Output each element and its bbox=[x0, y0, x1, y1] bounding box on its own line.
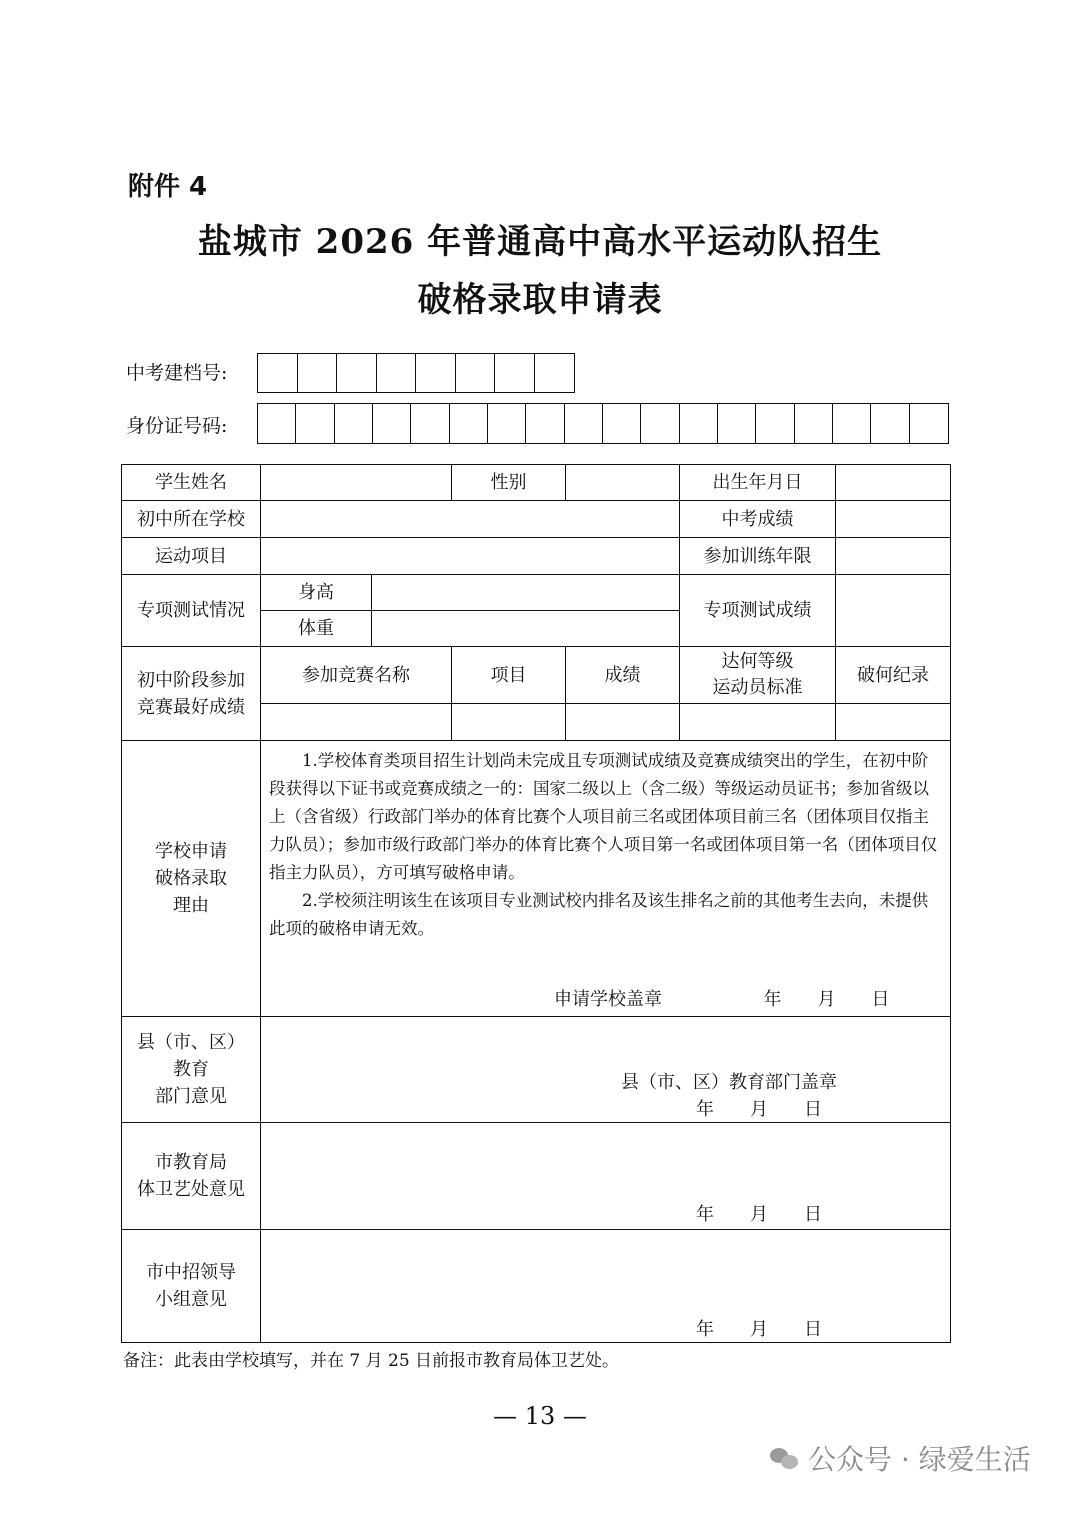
special-score-label: 专项测试成绩 bbox=[680, 575, 836, 647]
exam-no-boxes[interactable] bbox=[257, 353, 575, 393]
comp-name-header: 参加竞赛名称 bbox=[261, 647, 452, 704]
id-no-digit-box[interactable] bbox=[871, 404, 909, 443]
county-seal-label: 县（市、区）教育部门盖章 bbox=[621, 1071, 837, 1093]
id-no-digit-box[interactable] bbox=[411, 404, 449, 443]
reason-label bbox=[122, 741, 261, 1017]
exam-no-digit-box[interactable] bbox=[495, 354, 535, 392]
level-field[interactable] bbox=[680, 704, 836, 741]
birth-date-label: 出生年月日 bbox=[680, 465, 836, 501]
event-header: 项目 bbox=[452, 647, 566, 704]
form-title-line1: 盐城市 2026 年普通高中高水平运动队招生 bbox=[197, 222, 883, 262]
id-no-boxes[interactable] bbox=[257, 403, 949, 444]
form-title-line2: 破格录取申请表 bbox=[417, 280, 663, 320]
id-no-digit-box[interactable] bbox=[641, 404, 679, 443]
exam-no-digit-box[interactable] bbox=[535, 354, 575, 392]
exam-no-digit-box[interactable] bbox=[258, 354, 298, 392]
page-number: — 13 — bbox=[493, 1402, 587, 1430]
exam-score-label: 中考成绩 bbox=[680, 501, 836, 538]
attachment-label: 附件 4 bbox=[128, 172, 208, 202]
bureau-opinion-label bbox=[122, 1122, 261, 1229]
id-no-digit-box[interactable] bbox=[526, 404, 564, 443]
county-opinion-field[interactable] bbox=[261, 1016, 951, 1122]
sport-field[interactable] bbox=[261, 538, 680, 575]
watermark-text: 公众号 · 绿爱生活 bbox=[808, 1443, 1031, 1476]
leader-opinion-line1: 市中招领导 bbox=[146, 1261, 236, 1283]
leader-opinion-label bbox=[122, 1229, 261, 1342]
exam-no-digit-box[interactable] bbox=[377, 354, 417, 392]
application-table bbox=[121, 464, 951, 1343]
level-header-line2: 运动员标准 bbox=[712, 677, 803, 698]
id-no-digit-box[interactable] bbox=[795, 404, 833, 443]
school-seal-date: 年 月 日 bbox=[763, 989, 890, 1011]
result-header: 成绩 bbox=[566, 647, 680, 704]
id-no-digit-box[interactable] bbox=[335, 404, 373, 443]
leader-opinion-line2: 小组意见 bbox=[155, 1288, 227, 1310]
sport-label: 运动项目 bbox=[122, 538, 261, 575]
record-header: 破何纪录 bbox=[836, 647, 951, 704]
county-opinion-line2: 教育 bbox=[173, 1058, 209, 1080]
id-no-label: 身份证号码: bbox=[126, 415, 228, 437]
id-no-digit-box[interactable] bbox=[718, 404, 756, 443]
reason-rule-2: 2.学校须注明该生在该项目专业测试校内排名及该生排名之前的其他考生去向，未提供此项的破格申请无效。 bbox=[269, 891, 929, 939]
student-name-label: 学生姓名 bbox=[122, 465, 261, 501]
reason-label-line1: 学校申请 bbox=[155, 840, 227, 862]
training-years-label: 参加训练年限 bbox=[680, 538, 836, 575]
exam-no-digit-box[interactable] bbox=[298, 354, 338, 392]
id-no-digit-box[interactable] bbox=[373, 404, 411, 443]
height-field[interactable] bbox=[372, 575, 680, 611]
student-name-field[interactable] bbox=[261, 465, 452, 501]
training-years-field[interactable] bbox=[836, 538, 951, 575]
gender-field[interactable] bbox=[566, 465, 680, 501]
id-no-digit-box[interactable] bbox=[910, 404, 948, 443]
id-no-digit-box[interactable] bbox=[833, 404, 871, 443]
record-field[interactable] bbox=[836, 704, 951, 741]
level-header-line1: 达何等级 bbox=[721, 650, 794, 672]
bureau-opinion-line2: 体卫艺处意见 bbox=[137, 1178, 245, 1200]
id-no-digit-box[interactable] bbox=[603, 404, 641, 443]
county-opinion-label bbox=[122, 1016, 261, 1122]
bureau-opinion-field[interactable] bbox=[261, 1122, 951, 1229]
middle-school-label: 初中所在学校 bbox=[122, 501, 261, 538]
school-seal-label: 申请学校盖章 bbox=[554, 989, 662, 1011]
id-no-digit-box[interactable] bbox=[258, 404, 296, 443]
school-seal-row bbox=[269, 985, 940, 1016]
result-field[interactable] bbox=[566, 704, 680, 741]
reason-label-line3: 理由 bbox=[173, 894, 209, 916]
watermark bbox=[770, 1438, 1031, 1478]
exam-no-digit-box[interactable] bbox=[416, 354, 456, 392]
id-no-digit-box[interactable] bbox=[565, 404, 603, 443]
best-result-label-line2: 竞赛最好成绩 bbox=[137, 696, 245, 718]
id-no-digit-box[interactable] bbox=[680, 404, 718, 443]
exam-no-label: 中考建档号: bbox=[126, 362, 228, 384]
reason-field[interactable] bbox=[261, 741, 951, 1017]
event-field[interactable] bbox=[452, 704, 566, 741]
id-no-digit-box[interactable] bbox=[450, 404, 488, 443]
exam-no-digit-box[interactable] bbox=[456, 354, 496, 392]
leader-opinion-field[interactable] bbox=[261, 1229, 951, 1342]
best-result-label bbox=[122, 647, 261, 741]
wechat-icon bbox=[770, 1446, 800, 1470]
county-seal-date: 年 月 日 bbox=[696, 1098, 822, 1120]
gender-label: 性别 bbox=[452, 465, 566, 501]
level-header bbox=[680, 647, 836, 704]
reason-rule-1: 1.学校体育类项目招生计划尚未完成且专项测试成绩及竞赛成绩突出的学生，在初中阶段获得以下证书或竞赛成绩之一的：国家二级以上（含二级）等级运动员证书；参加省级以上（含省级）行政部门举办的体育比赛个人项目前三名或团体项目前三名（团体项目仅指主力队员）；参加市级行政部门举办的体育比赛个人项目第一名或团体项目第一名（团体项目仅指主力队员），方可填写破格申请。 bbox=[269, 751, 938, 883]
leader-opinion-date: 年 月 日 bbox=[696, 1318, 822, 1340]
birth-date-field[interactable] bbox=[836, 465, 951, 501]
middle-school-field[interactable] bbox=[261, 501, 680, 538]
comp-name-field[interactable] bbox=[261, 704, 452, 741]
id-no-digit-box[interactable] bbox=[488, 404, 526, 443]
weight-field[interactable] bbox=[372, 611, 680, 647]
exam-score-field[interactable] bbox=[836, 501, 951, 538]
county-opinion-line3: 部门意见 bbox=[155, 1085, 227, 1107]
reason-label-line2: 破格录取 bbox=[155, 867, 227, 889]
weight-label: 体重 bbox=[261, 611, 372, 647]
height-label: 身高 bbox=[261, 575, 372, 611]
footnote: 备注：此表由学校填写，并在 7 月 25 日前报市教育局体卫艺处。 bbox=[123, 1351, 620, 1371]
bureau-opinion-date: 年 月 日 bbox=[696, 1203, 822, 1225]
bureau-opinion-line1: 市教育局 bbox=[155, 1151, 227, 1173]
exam-no-digit-box[interactable] bbox=[337, 354, 377, 392]
special-score-field[interactable] bbox=[836, 575, 951, 647]
best-result-label-line1: 初中阶段参加 bbox=[137, 669, 245, 691]
county-opinion-line1: 县（市、区） bbox=[137, 1031, 245, 1053]
special-test-label: 专项测试情况 bbox=[122, 575, 261, 647]
id-no-digit-box[interactable] bbox=[296, 404, 334, 443]
id-no-digit-box[interactable] bbox=[756, 404, 794, 443]
